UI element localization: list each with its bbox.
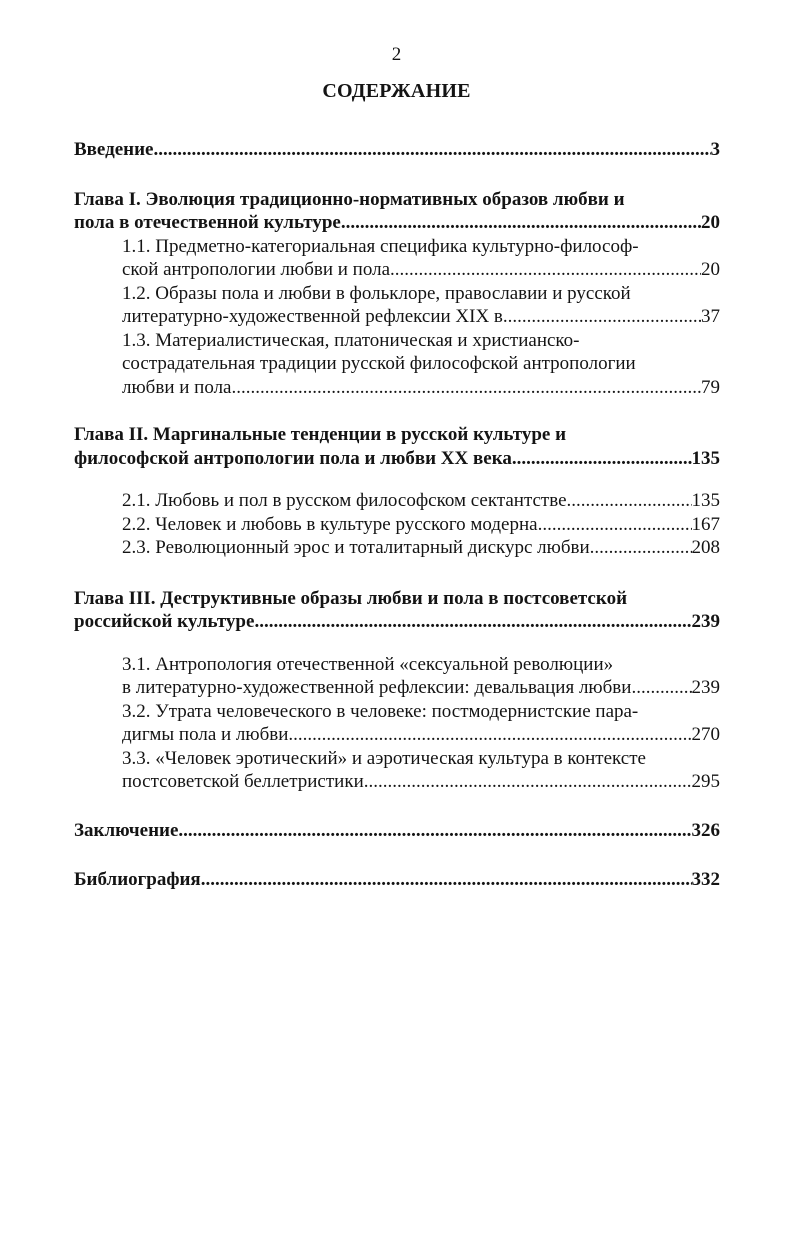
toc-page-number: 20 xyxy=(701,212,720,233)
toc-entry-label: Заключение xyxy=(74,819,179,841)
dot-leader xyxy=(231,376,701,400)
toc-page-number: 332 xyxy=(691,869,720,890)
toc-section-line: дигмы пола и любви xyxy=(122,724,289,745)
toc-page-number: 270 xyxy=(691,724,720,745)
dot-leader xyxy=(341,211,701,235)
toc-chapter-title-line: пола в отечественной культуре xyxy=(74,212,341,233)
dot-leader xyxy=(390,258,701,282)
toc-section-3-1 xyxy=(74,653,720,700)
toc-section-line: 2.2. Человек и любовь в культуре русского модерна xyxy=(122,513,538,535)
toc-page-number: 135 xyxy=(691,490,720,511)
toc-section-2-1 xyxy=(74,489,720,513)
toc-page-number: 79 xyxy=(701,376,720,398)
toc-chapter-2 xyxy=(74,423,720,470)
toc-entry-bibliography xyxy=(74,868,720,892)
toc-section-1-2 xyxy=(74,282,720,329)
dot-leader xyxy=(538,513,692,537)
dot-leader xyxy=(508,305,701,329)
page-number: 2 xyxy=(391,44,402,65)
toc-section-line: постсоветской беллетристики xyxy=(122,771,364,792)
dot-leader xyxy=(201,868,692,892)
toc-section-2-3 xyxy=(74,536,720,560)
toc-entry-label: Библиография xyxy=(74,869,201,890)
toc-chapter-title-line: Глава III. Деструктивные образы любви и пола в постсоветской xyxy=(74,587,628,609)
toc-page-number: 167 xyxy=(691,513,720,535)
toc-section-1-1 xyxy=(74,235,720,282)
toc-section-line: 1.3. Материалистическая, платоническая и христианско- xyxy=(122,329,580,351)
toc-section-3-3 xyxy=(74,747,720,794)
toc-section-line: 1.2. Образы пола и любви в фольклоре, православии и русской xyxy=(122,282,631,304)
toc-section-line: 1.1. Предметно-категориальная специфика культурно-философ- xyxy=(122,235,639,257)
dot-leader xyxy=(178,819,691,843)
toc-section-line: 3.3. «Человек эротический» и аэротическая культура в контексте xyxy=(122,747,646,769)
toc-section-2-2 xyxy=(74,513,720,537)
dot-leader xyxy=(288,723,691,747)
toc-section-line: любви и пола xyxy=(122,376,232,398)
toc-section-line: 3.2. Утрата человеческого в человеке: постмодернистские пара- xyxy=(122,700,639,722)
dot-leader xyxy=(254,610,691,634)
toc-page-number: 135 xyxy=(691,447,720,469)
toc-page-number: 326 xyxy=(691,819,720,841)
toc-section-line: литературно-художественной рефлексии XIX в. xyxy=(122,306,508,327)
toc-section-3-2 xyxy=(74,700,720,747)
toc-section-line: в литературно-художественной рефлексии: девальвация любви xyxy=(122,677,632,698)
toc-page-number: 295 xyxy=(691,771,720,792)
toc-page-number: 37 xyxy=(701,306,720,327)
toc-entry-conclusion xyxy=(74,819,720,843)
dot-leader xyxy=(512,447,692,471)
toc-chapter-title-line: Глава I. Эволюция традиционно-нормативных образов любви и xyxy=(74,188,625,210)
toc-section-line: 3.1. Антропология отечественной «сексуальной революции» xyxy=(122,653,614,675)
toc-section-1-3 xyxy=(74,329,720,400)
dot-leader xyxy=(364,770,692,794)
toc-title: СОДЕРЖАНИЕ xyxy=(322,80,471,102)
toc-chapter-3 xyxy=(74,587,720,634)
toc-page-number: 20 xyxy=(701,259,720,280)
toc-entry-introduction xyxy=(74,138,720,162)
dot-leader xyxy=(590,536,692,560)
toc-section-line: 2.1. Любовь и пол в русском философском сектантстве xyxy=(122,490,567,511)
dot-leader xyxy=(154,138,711,162)
toc-section-line: сострадательная традиции русской философской антропологии xyxy=(122,353,636,374)
table-of-contents xyxy=(74,138,720,892)
toc-page-number: 239 xyxy=(691,677,720,698)
dot-leader xyxy=(567,489,692,513)
toc-chapter-1 xyxy=(74,188,720,235)
toc-section-line: ской антропологии любви и пола xyxy=(122,259,391,280)
toc-page-number: 3 xyxy=(710,139,720,160)
dot-leader xyxy=(631,676,691,700)
toc-section-line: 2.3. Революционный эрос и тоталитарный дискурс любви xyxy=(122,537,590,558)
toc-chapter-title-line: Глава II. Маргинальные тенденции в русской культуре и xyxy=(74,424,567,445)
toc-page-number: 239 xyxy=(691,611,720,632)
toc-page-number: 208 xyxy=(691,537,720,558)
toc-chapter-title-line: российской культуре xyxy=(74,611,255,632)
toc-entry-label: Введение xyxy=(74,139,154,160)
toc-chapter-title-line: философской антропологии пола и любви XX века xyxy=(74,447,512,469)
